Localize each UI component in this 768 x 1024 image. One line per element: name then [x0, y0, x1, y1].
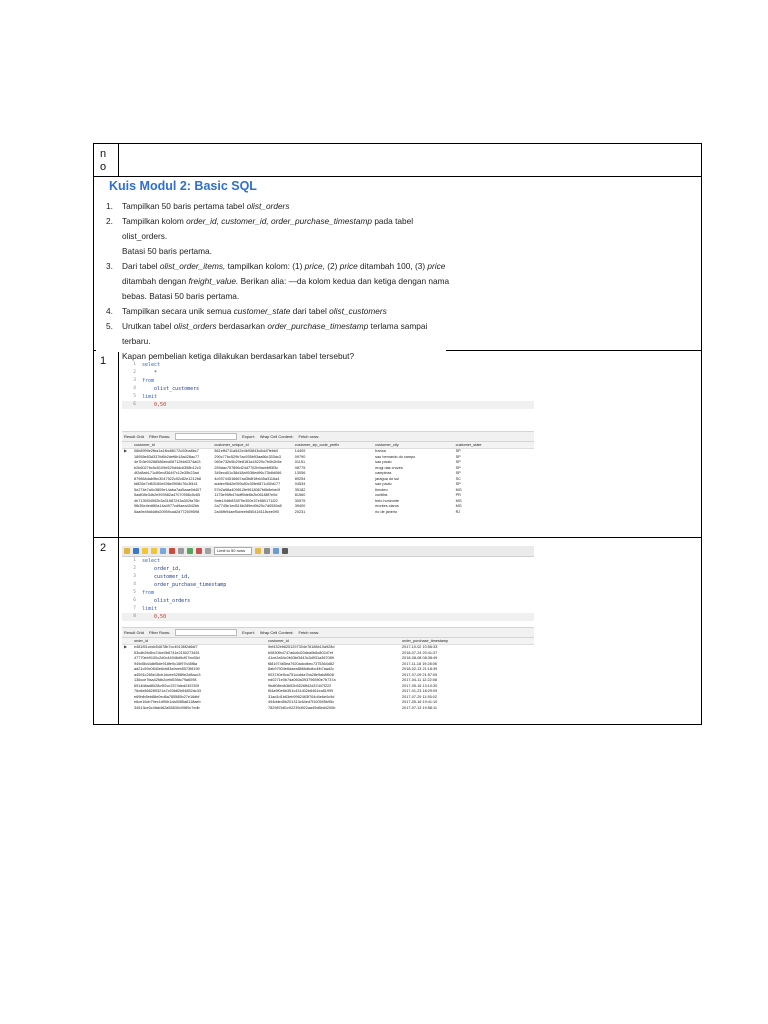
grid-cell[interactable]: sao paulo	[375, 460, 392, 464]
quiz-row	[94, 177, 702, 351]
quiz-question-number	[106, 244, 122, 259]
grid-cell[interactable]: e6ce16cb79ec1d90b1da9085a6118aeb	[134, 700, 201, 704]
line-number: 8	[133, 614, 136, 619]
export-label[interactable]: Export:	[242, 434, 255, 439]
grid-cell[interactable]: MG	[455, 487, 462, 492]
export-label[interactable]: Export:	[242, 630, 255, 635]
grid-cell[interactable]: 8ab97904e6daea8866dbdbc4fb7aad2c	[268, 667, 335, 671]
grid-cell[interactable]: 08775	[294, 465, 306, 470]
grid-cell[interactable]: 4f2d8ab171c80ec8364f7c12e35b23ad	[134, 471, 199, 475]
column-header[interactable]: customer_unique_id	[212, 442, 292, 449]
save-icon[interactable]	[133, 548, 139, 554]
code-text[interactable]: from	[142, 378, 155, 384]
grid-cell[interactable]: jaragua do sul	[375, 476, 400, 481]
code-line[interactable]	[122, 369, 534, 377]
sql-editor	[122, 557, 534, 621]
column-header[interactable]: customer_state	[454, 442, 534, 449]
grid-cell[interactable]: 04534	[294, 482, 306, 486]
grid-cell[interactable]: 259dac757896d24d7702b9acbbff3f3c	[214, 465, 279, 470]
header-no-label: n o	[100, 148, 107, 173]
result-grid-tab[interactable]: Result Grid	[124, 630, 145, 635]
quiz-cell	[94, 177, 702, 361]
grid-cell[interactable]: 2017-07-09 21:57:05	[402, 672, 438, 677]
code-text[interactable]: select	[142, 558, 161, 564]
line-number: 7	[133, 606, 136, 611]
quiz-question-line	[106, 199, 456, 214]
grid-cell[interactable]: 060e732b5b29e8181a18229c7b0b2b5e	[214, 460, 282, 464]
grid-cell[interactable]: 57b2a98a409812fe9618067b6b8ebe4f	[214, 487, 280, 492]
find-icon[interactable]	[264, 548, 270, 554]
line-number: 5	[133, 590, 136, 595]
result-grid-tab[interactable]: Result Grid	[124, 434, 145, 439]
answer-row-2	[94, 538, 702, 725]
column-header[interactable]: order_id	[132, 638, 266, 645]
answer-table	[93, 143, 702, 725]
quiz-question-line	[106, 274, 456, 289]
result-grid	[122, 442, 534, 515]
row-marker: ▶	[124, 645, 127, 649]
grid-cell[interactable]: ed0271e0b7da060a393796590e7b737a	[268, 678, 336, 682]
grid-cell[interactable]: 136cce7faa42fdb2cefd53fdc79a6098	[134, 678, 197, 682]
line-number: 6	[133, 402, 136, 407]
line-number: 3	[133, 574, 136, 579]
quiz-title: Kuis Modul 2: Basic SQL	[109, 179, 257, 193]
grid-cell[interactable]: 2017-07-29 11:55:02	[402, 694, 437, 699]
quiz-question-text: ditambah dengan freight_value. Berikan alia: —da kolom kedua dan ketiga dengan nama	[122, 276, 450, 286]
code-line[interactable]	[122, 385, 534, 393]
grid-cell[interactable]: SP	[455, 449, 461, 453]
grid-cell[interactable]: 290c77bc529b7ac935b93aa66c333dc3	[214, 454, 281, 459]
row-marker	[122, 510, 132, 516]
line-number: 6	[133, 598, 136, 603]
autocommit-icon[interactable]	[205, 548, 211, 554]
quiz-question-number	[106, 274, 122, 289]
quiz-question-text: bebas. Batasi 50 baris pertama.	[122, 291, 240, 301]
quiz-question-line	[106, 259, 456, 274]
quiz-question-text: Tampilkan kolom order_id, customer_id, order_purchase_timestamp pada tabel olist_orders.	[122, 216, 414, 241]
grid-cell[interactable]: 89254	[294, 476, 306, 481]
grid-cell[interactable]: 35182	[294, 487, 306, 492]
row-number-cell	[94, 351, 119, 538]
grid-cell[interactable]: 81560	[294, 493, 306, 497]
result-grid-toolbar	[122, 627, 534, 638]
grid-cell[interactable]: 2017-07-13 19:58:11	[402, 705, 437, 710]
grid-cell[interactable]: 5aa9e4fdd4dfd20959cad2d772509598	[134, 509, 200, 514]
grid-cell[interactable]: timoteo	[375, 487, 388, 492]
grid-cell[interactable]: SP	[455, 454, 461, 459]
grid-cell[interactable]: 13056	[294, 471, 306, 475]
grid-cell[interactable]: 31ad1d1b63eb9962463f764d4e6e0c9d	[268, 694, 335, 699]
quiz-question-number	[106, 289, 122, 304]
quiz-image	[96, 177, 450, 361]
code-line[interactable]	[122, 573, 534, 581]
quiz-question-number: 2.	[106, 216, 113, 226]
code-line[interactable]	[122, 393, 534, 401]
row-number-cell	[94, 538, 119, 725]
code-text[interactable]: limit	[142, 606, 158, 612]
line-number: 4	[133, 386, 136, 391]
code-text[interactable]: olist_customers	[142, 386, 200, 392]
grid-cell[interactable]: 879864dab9bc3047522c92c82e1212b8	[134, 476, 201, 481]
line-number: 1	[133, 362, 136, 367]
limit-rows-select[interactable]: Limit to 50 rows	[214, 547, 252, 555]
answer-cell-2	[119, 538, 702, 725]
filter-rows-input[interactable]	[175, 629, 237, 636]
grid-cell[interactable]: SC	[455, 476, 461, 481]
grid-cell[interactable]: 2017-05-16 19:41:10	[402, 700, 438, 704]
grid-cell[interactable]: 39400	[294, 504, 306, 508]
grid-cell[interactable]: 949d5b44dbf5de918fe9c16f97b45f8a	[134, 661, 198, 666]
grid-cell[interactable]: f54a9f0e6b351c431402b8461ea51999	[268, 689, 334, 693]
grid-cell[interactable]: 1175e95fb47ddff9de6b2b06188f7e0d	[214, 493, 278, 497]
wrap-cell-label[interactable]: Wrap Cell Content:	[259, 630, 294, 635]
grid-cell[interactable]: a4591c265e18cb1dcee52889e2d8acc3	[134, 672, 201, 677]
grid-cell[interactable]: franca	[375, 449, 386, 453]
quiz-question-text: Kapan pembelian ketiga dilakukan berdasarkan tabel tersebut?	[122, 351, 355, 361]
grid-cell[interactable]: 41ce2a54c0b03bf3443c3d931a367089	[268, 656, 334, 660]
table-header-row	[94, 144, 702, 177]
quiz-question-line	[106, 289, 456, 304]
grid-cell[interactable]: 06b8999e2fba1a1fbc88172c00ba8bc7	[134, 449, 199, 453]
grid-cell[interactable]: curitiba	[375, 493, 388, 497]
grid-cell[interactable]: 2017-05-16 13:10:30	[402, 683, 438, 688]
column-header[interactable]: customer_zip_code_prefix	[293, 442, 373, 449]
column-header[interactable]: customer_city	[373, 442, 453, 449]
code-line[interactable]	[122, 605, 534, 613]
grid-cell[interactable]: 4e7b3e00288586ebd08712fdd0374a03	[134, 460, 201, 464]
editor-toolbar	[122, 546, 534, 557]
code-text[interactable]: olist_orders	[142, 598, 191, 604]
grid-cell[interactable]: SP	[455, 482, 461, 486]
grid-cell[interactable]: 6514b8ad8028c9f2cc2374ded245783f	[134, 683, 199, 688]
code-line[interactable]	[122, 565, 534, 573]
code-text[interactable]: order_purchase_timestamp	[142, 582, 227, 588]
code-text[interactable]: 0,50	[142, 402, 167, 408]
column-header[interactable]: order_purchase_timestamp	[400, 638, 534, 645]
toggle-icon[interactable]	[178, 548, 184, 554]
fetch-rows-label[interactable]: Fetch rows:	[298, 630, 320, 635]
row-number: 1	[100, 355, 107, 367]
grid-cell[interactable]: 782987b81c92239d922aa49d6bd4200b	[268, 705, 336, 710]
wrap-icon[interactable]	[282, 548, 288, 554]
grid-cell[interactable]: 345ecd01c38d18a9036ed96c73b8d066	[214, 471, 282, 475]
column-header[interactable]: customer_id	[266, 638, 400, 645]
code-text[interactable]: limit	[142, 394, 158, 400]
grid-cell[interactable]: 861eff4711a542e4b93843c6dd7febb0	[214, 449, 279, 453]
line-number: 4	[133, 582, 136, 587]
folder-icon[interactable]	[124, 548, 130, 554]
line-number: 5	[133, 394, 136, 399]
code-line[interactable]	[122, 361, 534, 369]
grid-cell[interactable]: 01151	[294, 460, 306, 464]
code-text[interactable]: *	[142, 370, 158, 376]
grid-cell[interactable]: 2017-04-11 12:22:08	[402, 678, 437, 682]
filter-rows-input[interactable]	[175, 433, 237, 440]
grid-cell[interactable]: PR	[455, 493, 461, 497]
grid-cell[interactable]: 2a46fb94aef5cbeeb850418118cee090	[214, 509, 280, 514]
quiz-question-number: 1.	[106, 201, 113, 211]
grid-cell[interactable]: e481f51cbdc54678b7cc49136f2d6af7	[134, 645, 198, 649]
row-marker	[122, 706, 132, 712]
grid-cell[interactable]: 18955e83d337fd6b2def6b18a428ac77	[134, 454, 200, 459]
quiz-question-text: Batasi 50 baris pertama.	[122, 246, 212, 256]
grid-cell[interactable]: 503740e9ca751ccdda7ba28e9ab8f608	[268, 672, 334, 677]
grid-cell[interactable]: 494dded5b201313c64ed7f100595b95c	[268, 700, 335, 704]
quiz-question-text: Tampilkan secara unik semua customer_state dari tabel olist_customers	[122, 306, 387, 316]
line-number: 2	[133, 370, 136, 375]
execute-current-icon[interactable]	[151, 548, 157, 554]
header-no-cell	[94, 144, 119, 177]
grid-cell[interactable]: montes claros	[375, 504, 399, 508]
stop-icon[interactable]	[169, 548, 175, 554]
result-grid	[122, 638, 534, 711]
wrap-cell-label[interactable]: Wrap Cell Content:	[259, 434, 294, 439]
quiz-question-line	[106, 214, 456, 244]
grid-cell[interactable]: 47770eb9100c2d0c44946d9cf07ec65d	[134, 656, 200, 660]
editor-blank-area	[122, 409, 534, 431]
grid-cell[interactable]: 53cdb2fc8bc7dce0b6741e2150273451	[134, 650, 200, 655]
grid-cell[interactable]: 9ef432eb6251297304e76186b10a928d	[268, 645, 335, 649]
grid-cell[interactable]: sao bernardo do campo	[375, 454, 416, 459]
grid-cell[interactable]: 5adf08e34b2e993982a47070956c5c65	[134, 493, 201, 497]
grid-cell[interactable]: 9afe194fb833f79e300e37e580171f22	[214, 498, 278, 503]
grid-cell[interactable]: 5e274e7a0c3809e14aba7ad5aae0d407	[134, 487, 202, 492]
quiz-question-number: 3.	[106, 261, 113, 271]
code-text[interactable]: from	[142, 590, 155, 596]
row-marker: ▶	[124, 449, 127, 453]
grid-cell[interactable]: SP	[455, 460, 461, 464]
grid-cell[interactable]: 2018-07-24 20:41:37	[402, 650, 438, 655]
grid-cell[interactable]: 34513ce0c4fab462a55830c0989c7edb	[134, 705, 200, 710]
invisible-chars-icon[interactable]	[273, 548, 279, 554]
code-line[interactable]	[122, 377, 534, 385]
code-line[interactable]	[122, 581, 534, 589]
grid-cell[interactable]: RJ	[455, 509, 461, 514]
grid-cell[interactable]: 2a7745e1ed516b289ed9b29c7d0539a5	[214, 504, 282, 508]
header-content-cell	[119, 144, 702, 177]
code-text[interactable]: order_id,	[142, 566, 182, 572]
beautify-icon[interactable]	[255, 548, 261, 554]
grid-cell[interactable]: 2017-11-18 19:28:06	[402, 661, 437, 666]
explain-icon[interactable]	[160, 548, 166, 554]
line-number: 1	[133, 558, 136, 563]
quiz-question-line	[106, 304, 456, 319]
grid-cell[interactable]: 4b7139f34592b3a31687243a302fa75b	[134, 498, 200, 503]
code-line[interactable]	[122, 613, 534, 621]
grid-cell[interactable]: SP	[455, 465, 461, 470]
grid-cell[interactable]: SP	[455, 471, 461, 475]
grid-cell[interactable]: ad21c59c0840e6cb83a9ceb5573f8159	[134, 667, 200, 671]
grid-cell[interactable]: MG	[455, 498, 462, 503]
quiz-question-line	[106, 319, 456, 349]
rollback-icon[interactable]	[196, 548, 202, 554]
grid-cell[interactable]: mogi das cruzes	[375, 465, 403, 470]
filter-rows-label: Filter Rows:	[149, 434, 171, 439]
grid-cell[interactable]: 9bdf08b4b3b52b5526ff42d37d47f222	[268, 683, 332, 688]
grid-cell[interactable]: 2018-02-13 21:18:39	[402, 667, 438, 671]
table-row[interactable]	[122, 706, 534, 712]
line-number: 3	[133, 378, 136, 383]
grid-cell[interactable]: belo horizonte	[375, 498, 400, 503]
grid-cell[interactable]: 30575	[294, 498, 306, 503]
grid-cell[interactable]: 14409	[294, 449, 306, 453]
result-grid-toolbar	[122, 431, 534, 442]
code-line[interactable]	[122, 589, 534, 597]
grid-cell[interactable]: MG	[455, 504, 462, 508]
code-line[interactable]	[122, 401, 534, 409]
code-text[interactable]: 0,50	[142, 614, 167, 620]
filter-rows-label: Filter Rows:	[149, 630, 171, 635]
line-number: 2	[133, 566, 136, 571]
grid-cell[interactable]: 4c93744516667ad3b8f1fb645a3116a4	[214, 476, 280, 481]
grid-cell[interactable]: 2018-08-08 08:38:49	[402, 656, 438, 660]
grid-cell[interactable]: 2017-10-02 10:56:33	[402, 645, 438, 649]
grid-cell[interactable]: fd826e7cf63160e536e0908c76c3f441	[134, 482, 198, 486]
answer-row-1	[94, 351, 702, 538]
grid-cell[interactable]: 76c6e866289321a7c93b82b54852dc33	[134, 689, 201, 693]
query-screenshot-1	[122, 361, 534, 537]
grid-cell[interactable]: 20231	[294, 509, 306, 514]
quiz-question-number: 5.	[106, 321, 113, 331]
answer-cell-1	[119, 351, 702, 538]
grid-cell[interactable]: f88197465ea7920adcdbec7375364d82	[268, 661, 335, 666]
fetch-rows-label[interactable]: Fetch rows:	[298, 434, 320, 439]
row-number: 2	[100, 542, 107, 554]
grid-cell[interactable]: 9fb35e4ed6f0a14a4977cd9aea4042bb	[134, 504, 200, 508]
execute-icon[interactable]	[142, 548, 148, 554]
grid-cell[interactable]: b0830fb4747a6c6d20dea0b8c802d7ef	[268, 650, 334, 655]
code-text[interactable]: customer_id,	[142, 574, 191, 580]
grid-cell[interactable]: e69bfb5eb88e0ed6a785585b27e16dbf	[134, 694, 200, 699]
quiz-question-line	[106, 244, 456, 259]
grid-cell[interactable]: sao paulo	[375, 482, 392, 486]
commit-icon[interactable]	[187, 548, 193, 554]
quiz-question-list	[106, 199, 456, 364]
grid-cell[interactable]: addec96d2e059c80c30fe6871d30d177	[214, 482, 281, 486]
grid-cell[interactable]: 09790	[294, 454, 306, 459]
code-text[interactable]: select	[142, 362, 161, 368]
grid-cell[interactable]: 2017-01-23 18:29:09	[402, 689, 438, 693]
grid-cell[interactable]: rio de janeiro	[375, 509, 398, 514]
table-row[interactable]	[122, 510, 534, 516]
quiz-question-text: Tampilkan 50 baris pertama tabel olist_orders	[122, 201, 290, 211]
column-header[interactable]: customer_id	[132, 442, 212, 449]
query-screenshot-2	[122, 546, 534, 724]
grid-cell[interactable]: b2b6027bc5c5109e529d4dc6358b12c3	[134, 465, 201, 470]
sql-editor	[122, 361, 534, 409]
quiz-question-number: 4.	[106, 306, 113, 316]
quiz-question-text: Urutkan tabel olist_orders berdasarkan order_purchase_timestamp terlama sampai terbaru.	[122, 321, 428, 346]
code-line[interactable]	[122, 597, 534, 605]
grid-cell[interactable]: campinas	[375, 471, 392, 475]
code-line[interactable]	[122, 557, 534, 565]
quiz-question-text: Dari tabel olist_order_items, tampilkan kolom: (1) price, (2) price ditambah 100, (3) price	[122, 261, 446, 271]
